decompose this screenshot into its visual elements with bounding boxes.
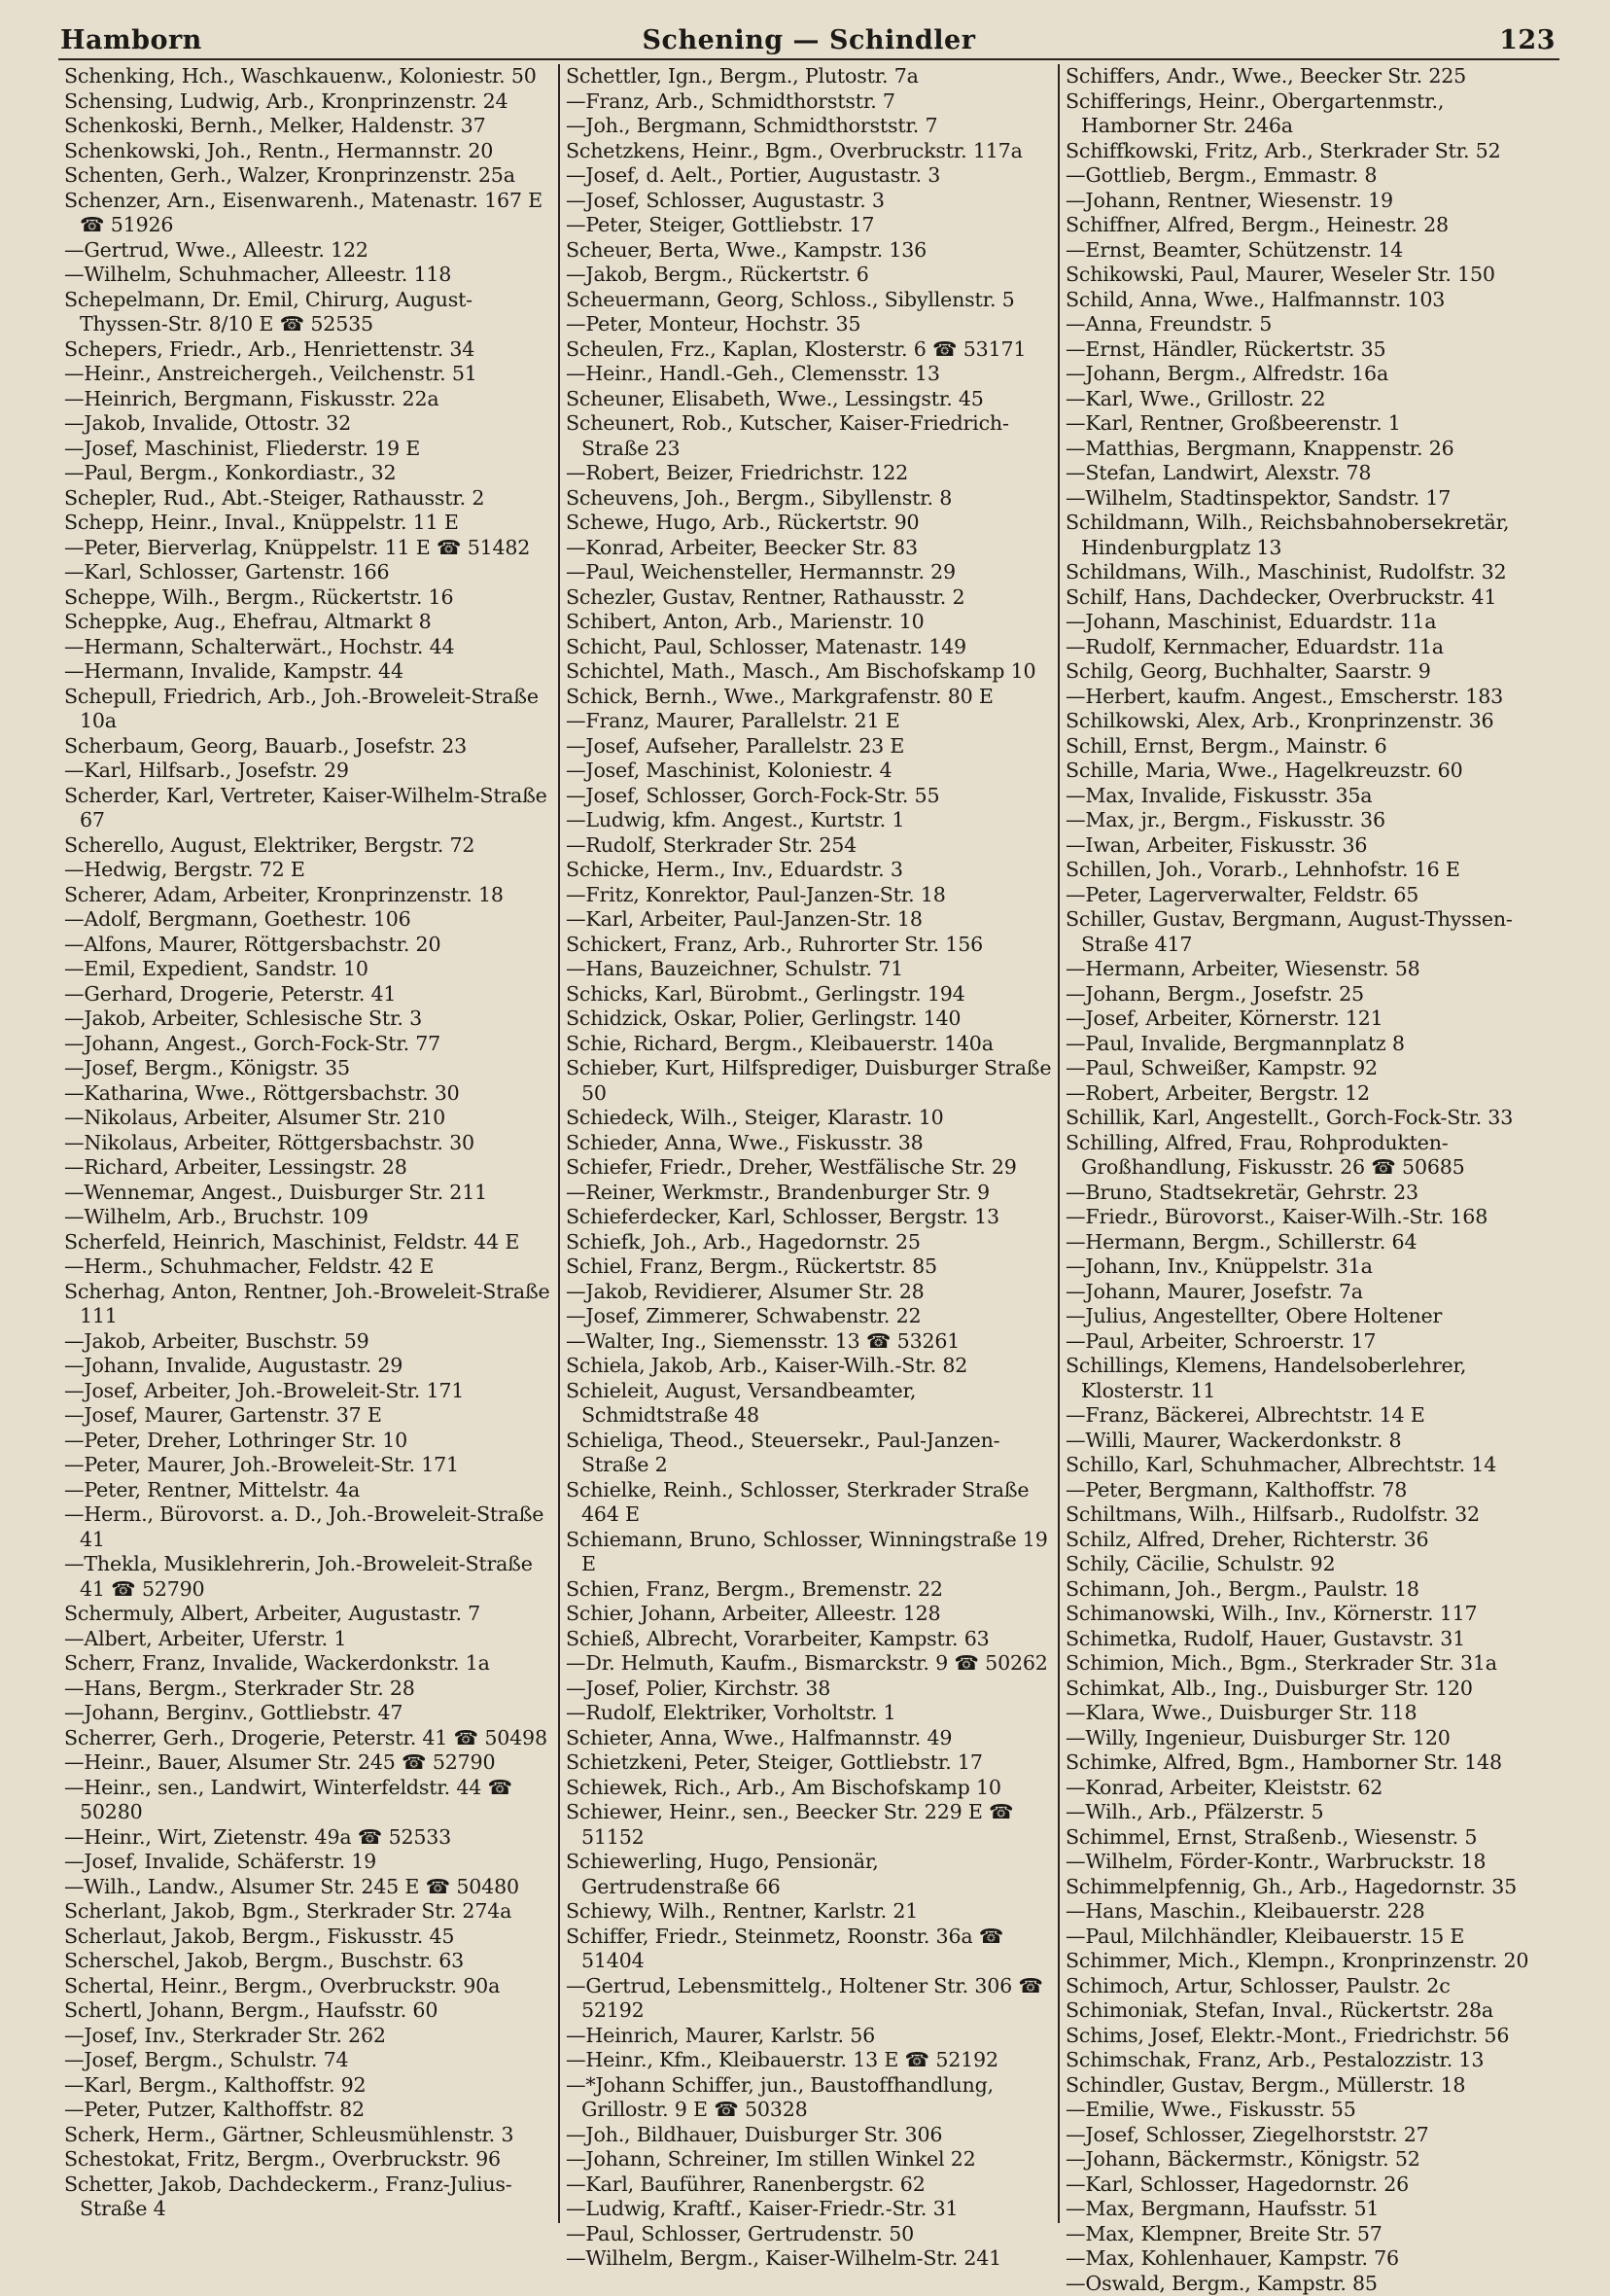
directory-entry: —Robert, Arbeiter, Bergstr. 12 <box>1066 1081 1552 1107</box>
directory-entry: Schiela, Jakob, Arb., Kaiser-Wilh.-Str. 82 <box>566 1354 1052 1379</box>
directory-entry: Schestokat, Fritz, Bergm., Overbruckstr. 96 <box>64 2147 552 2172</box>
directory-entry: Schiffner, Alfred, Bergm., Heinestr. 28 <box>1066 213 1552 238</box>
directory-entry: —Paul, Weichensteller, Hermannstr. 29 <box>566 560 1052 585</box>
directory-entry: —Herm., Schuhmacher, Feldstr. 42 E <box>64 1254 552 1280</box>
directory-entry: —Peter, Dreher, Lothringer Str. 10 <box>64 1429 552 1454</box>
directory-entry: —Konrad, Arbeiter, Beecker Str. 83 <box>566 536 1052 561</box>
directory-entry: Schillik, Karl, Angestellt., Gorch-Fock-Str. 33 <box>1066 1106 1552 1131</box>
directory-entry: —Nikolaus, Arbeiter, Alsumer Str. 210 <box>64 1106 552 1131</box>
directory-entry: Schilz, Alfred, Dreher, Richterstr. 36 <box>1066 1528 1552 1553</box>
directory-entry: —Johann, Maschinist, Eduardstr. 11a <box>1066 610 1552 635</box>
directory-entry: —Wilh., Arb., Pfälzerstr. 5 <box>1066 1800 1552 1825</box>
directory-entry: —Gertrud, Wwe., Alleestr. 122 <box>64 238 552 264</box>
directory-entry: Schimetka, Rudolf, Hauer, Gustavstr. 31 <box>1066 1627 1552 1652</box>
directory-entry: —Paul, Bergm., Konkordiastr., 32 <box>64 461 552 486</box>
directory-entry: —Hans, Bergm., Sterkrader Str. 28 <box>64 1677 552 1702</box>
directory-entry: —Franz, Arb., Schmidthorststr. 7 <box>566 89 1052 115</box>
directory-entry: Schepp, Heinr., Inval., Knüppelstr. 11 E <box>64 511 552 536</box>
entry-column-2 <box>558 64 1058 2223</box>
directory-entry: —Stefan, Landwirt, Alexstr. 78 <box>1066 461 1552 486</box>
directory-entry: —Jakob, Arbeiter, Schlesische Str. 3 <box>64 1007 552 1032</box>
directory-entry: —Peter, Lagerverwalter, Feldstr. 65 <box>1066 883 1552 908</box>
directory-entry: Schieferdecker, Karl, Schlosser, Bergstr. 13 <box>566 1205 1052 1230</box>
directory-entry: Schiewy, Wilh., Rentner, Karlstr. 21 <box>566 1899 1052 1925</box>
directory-entry: Schenten, Gerh., Walzer, Kronprinzenstr. 25a <box>64 163 552 189</box>
directory-entry: —Josef, Schlosser, Gorch-Fock-Str. 55 <box>566 784 1052 809</box>
directory-entry: —Heinr., sen., Landwirt, Winterfeldstr. 44 ☎ 50280 <box>64 1776 552 1825</box>
directory-entry: —Wilhelm, Stadtinspektor, Sandstr. 17 <box>1066 486 1552 512</box>
directory-entry: —Karl, Bergm., Kalthoffstr. 92 <box>64 2073 552 2099</box>
directory-entry: —Iwan, Arbeiter, Fiskusstr. 36 <box>1066 833 1552 859</box>
directory-entry: —Wilhelm, Förder-Kontr., Warbruckstr. 18 <box>1066 1850 1552 1875</box>
directory-entry: Schepelmann, Dr. Emil, Chirurg, August-Thyssen-Str. 8/10 E ☎ 52535 <box>64 288 552 337</box>
directory-entry: Schermuly, Albert, Arbeiter, Augustastr. 7 <box>64 1602 552 1627</box>
directory-entry: Schezler, Gustav, Rentner, Rathausstr. 2 <box>566 585 1052 611</box>
directory-entry: Schepers, Friedr., Arb., Henriettenstr. 34 <box>64 337 552 363</box>
directory-entry: Schimkat, Alb., Ing., Duisburger Str. 120 <box>1066 1677 1552 1702</box>
directory-entry: —Hermann, Bergm., Schillerstr. 64 <box>1066 1230 1552 1255</box>
directory-entry: Schichtel, Math., Masch., Am Bischofskamp 10 <box>566 659 1052 685</box>
directory-entry: —Heinr., Bauer, Alsumer Str. 245 ☎ 52790 <box>64 1750 552 1776</box>
directory-entry: —Fritz, Konrektor, Paul-Janzen-Str. 18 <box>566 883 1052 908</box>
directory-entry: Schily, Cäcilie, Schulstr. 92 <box>1066 1552 1552 1577</box>
directory-entry: —Rudolf, Kernmacher, Eduardstr. 11a <box>1066 635 1552 660</box>
directory-entry: —Wilhelm, Schuhmacher, Alleestr. 118 <box>64 263 552 288</box>
directory-entry: Scherello, August, Elektriker, Bergstr. 72 <box>64 833 552 859</box>
directory-entry: —Dr. Helmuth, Kaufm., Bismarckstr. 9 ☎ 50262 <box>566 1651 1052 1677</box>
directory-entry: Scherder, Karl, Vertreter, Kaiser-Wilhelm-Straße 67 <box>64 784 552 833</box>
directory-entry: —*Johann Schiffer, jun., Baustoffhandlung, Grillostr. 9 E ☎ 50328 <box>566 2073 1052 2123</box>
directory-entry: Scheuermann, Georg, Schloss., Sibyllenstr. 5 <box>566 288 1052 313</box>
directory-entry: —Nikolaus, Arbeiter, Röttgersbachstr. 30 <box>64 1131 552 1156</box>
directory-entry: Schikowski, Paul, Maurer, Weseler Str. 150 <box>1066 263 1552 288</box>
header-place: Hamborn <box>60 25 202 55</box>
directory-entry: Schertl, Johann, Bergm., Haufsstr. 60 <box>64 1998 552 2024</box>
directory-entry: —Paul, Arbeiter, Schroerstr. 17 <box>1066 1329 1552 1355</box>
directory-entry: Scherk, Herm., Gärtner, Schleusmühlenstr. 3 <box>64 2123 552 2148</box>
directory-entry: Scheppke, Aug., Ehefrau, Altmarkt 8 <box>64 610 552 635</box>
directory-entry: —Josef, Maschinist, Koloniestr. 4 <box>566 759 1052 784</box>
directory-entry: —Gottlieb, Bergm., Emmastr. 8 <box>1066 163 1552 189</box>
directory-entry: Schimmel, Ernst, Straßenb., Wiesenstr. 5 <box>1066 1825 1552 1851</box>
directory-entry: —Walter, Ing., Siemensstr. 13 ☎ 53261 <box>566 1329 1052 1355</box>
directory-entry: —Alfons, Maurer, Röttgersbachstr. 20 <box>64 933 552 958</box>
directory-entry: Scheunert, Rob., Kutscher, Kaiser-Friedrich-Straße 23 <box>566 411 1052 461</box>
directory-entry: —Ludwig, Kraftf., Kaiser-Friedr.-Str. 31 <box>566 2197 1052 2222</box>
directory-entry: —Karl, Wwe., Grillostr. 22 <box>1066 387 1552 412</box>
directory-entry: —Rudolf, Sterkrader Str. 254 <box>566 833 1052 859</box>
directory-entry: Schibert, Anton, Arb., Marienstr. 10 <box>566 610 1052 635</box>
entry-columns <box>58 64 1559 2223</box>
directory-entry: Schims, Josef, Elektr.-Mont., Friedrichstr. 56 <box>1066 2024 1552 2049</box>
directory-entry: Schertal, Heinr., Bergm., Overbruckstr. 90a <box>64 1974 552 1999</box>
directory-entry: Schimion, Mich., Bgm., Sterkrader Str. 31a <box>1066 1651 1552 1677</box>
directory-entry: —Max, Invalide, Fiskusstr. 35a <box>1066 784 1552 809</box>
directory-entry: —Karl, Schlosser, Gartenstr. 166 <box>64 560 552 585</box>
directory-entry: Schicke, Herm., Inv., Eduardstr. 3 <box>566 858 1052 883</box>
directory-entry: —Robert, Beizer, Friedrichstr. 122 <box>566 461 1052 486</box>
directory-entry: —Wilhelm, Bergm., Kaiser-Wilhelm-Str. 241 <box>566 2246 1052 2272</box>
directory-entry: Scheuner, Elisabeth, Wwe., Lessingstr. 45 <box>566 387 1052 412</box>
directory-entry: —Friedr., Bürovorst., Kaiser-Wilh.-Str. 168 <box>1066 1205 1552 1230</box>
directory-entry: Schicks, Karl, Bürobmt., Gerlingstr. 194 <box>566 982 1052 1007</box>
directory-entry: Schielke, Reinh., Schlosser, Sterkrader Straße 464 E <box>566 1478 1052 1528</box>
directory-entry: —Josef, Inv., Sterkrader Str. 262 <box>64 2024 552 2049</box>
directory-entry: Schiemann, Bruno, Schlosser, Winningstraße 19 E <box>566 1528 1052 1577</box>
directory-entry: Scherer, Adam, Arbeiter, Kronprinzenstr. 18 <box>64 883 552 908</box>
directory-entry: Schiewek, Rich., Arb., Am Bischofskamp 10 <box>566 1776 1052 1801</box>
directory-entry: —Peter, Bergmann, Kalthoffstr. 78 <box>1066 1478 1552 1503</box>
directory-entry: Schiffkowski, Fritz, Arb., Sterkrader Str. 52 <box>1066 139 1552 164</box>
directory-entry: Schiewer, Heinr., sen., Beecker Str. 229 E ☎ 51152 <box>566 1800 1052 1850</box>
directory-entry: Schier, Johann, Arbeiter, Alleestr. 128 <box>566 1602 1052 1627</box>
directory-entry: Schille, Maria, Wwe., Hagelkreuzstr. 60 <box>1066 759 1552 784</box>
directory-entry: Schien, Franz, Bergm., Bremenstr. 22 <box>566 1577 1052 1603</box>
directory-entry: —Bruno, Stadtsekretär, Gehrstr. 23 <box>1066 1181 1552 1206</box>
directory-entry: —Julius, Angestellter, Obere Holtener <box>1066 1304 1552 1329</box>
directory-entry: Schensing, Ludwig, Arb., Kronprinzenstr. 24 <box>64 89 552 115</box>
directory-entry: Schildmann, Wilh., Reichsbahnobersekretär, Hindenburgplatz 13 <box>1066 511 1552 560</box>
directory-entry: —Herm., Bürovorst. a. D., Joh.-Broweleit-Straße 41 <box>64 1502 552 1552</box>
directory-entry: Schicht, Paul, Schlosser, Matenastr. 149 <box>566 635 1052 660</box>
directory-entry: —Reiner, Werkmstr., Brandenburger Str. 9 <box>566 1181 1052 1206</box>
directory-entry: Schenkowski, Joh., Rentn., Hermannstr. 20 <box>64 139 552 164</box>
directory-entry: —Jakob, Invalide, Ottostr. 32 <box>64 411 552 437</box>
directory-entry: —Jakob, Bergm., Rückertstr. 6 <box>566 263 1052 288</box>
directory-entry: Schimoniak, Stefan, Inval., Rückertstr. 28a <box>1066 1998 1552 2024</box>
directory-entry: Schiel, Franz, Bergm., Rückertstr. 85 <box>566 1254 1052 1280</box>
page-number: 123 <box>1499 25 1556 55</box>
directory-entry: —Max, Klempner, Breite Str. 57 <box>1066 2222 1552 2247</box>
directory-entry: —Heinr., Anstreichergeh., Veilchenstr. 51 <box>64 362 552 387</box>
directory-entry: —Karl, Schlosser, Hagedornstr. 26 <box>1066 2172 1552 2198</box>
directory-entry: —Richard, Arbeiter, Lessingstr. 28 <box>64 1155 552 1181</box>
directory-entry: —Hedwig, Bergstr. 72 E <box>64 858 552 883</box>
directory-entry: —Peter, Monteur, Hochstr. 35 <box>566 312 1052 337</box>
directory-entry: —Franz, Maurer, Parallelstr. 21 E <box>566 709 1052 734</box>
directory-entry: Schickert, Franz, Arb., Ruhrorter Str. 156 <box>566 933 1052 958</box>
directory-entry: —Karl, Rentner, Großbeerenstr. 1 <box>1066 411 1552 437</box>
directory-entry: —Thekla, Musiklehrerin, Joh.-Broweleit-Straße 41 ☎ 52790 <box>64 1552 552 1602</box>
directory-entry: —Peter, Putzer, Kalthoffstr. 82 <box>64 2098 552 2123</box>
directory-entry: Scherbaum, Georg, Bauarb., Josefstr. 23 <box>64 734 552 759</box>
directory-entry: Schie, Richard, Bergm., Kleibauerstr. 140a <box>566 1032 1052 1057</box>
directory-entry: —Gertrud, Lebensmittelg., Holtener Str. 306 ☎ 52192 <box>566 1974 1052 2024</box>
directory-entry: —Johann, Maurer, Josefstr. 7a <box>1066 1280 1552 1305</box>
directory-entry: Schiltmans, Wilh., Hilfsarb., Rudolfstr. 32 <box>1066 1502 1552 1528</box>
directory-entry: —Josef, Zimmerer, Schwabenstr. 22 <box>566 1304 1052 1329</box>
directory-entry: Schiedeck, Wilh., Steiger, Klarastr. 10 <box>566 1106 1052 1131</box>
directory-entry: —Hans, Maschin., Kleibauerstr. 228 <box>1066 1899 1552 1925</box>
directory-entry: —Jakob, Revidierer, Alsumer Str. 28 <box>566 1280 1052 1305</box>
directory-entry: —Willi, Maurer, Wackerdonkstr. 8 <box>1066 1429 1552 1454</box>
directory-entry: —Johann, Bergm., Josefstr. 25 <box>1066 982 1552 1007</box>
directory-entry: —Johann, Berginv., Gottliebstr. 47 <box>64 1701 552 1726</box>
directory-entry: —Willy, Ingenieur, Duisburger Str. 120 <box>1066 1726 1552 1751</box>
directory-entry: —Karl, Bauführer, Ranenbergstr. 62 <box>566 2172 1052 2198</box>
entry-column-3 <box>1058 64 1558 2223</box>
directory-entry: —Hans, Bauzeichner, Schulstr. 71 <box>566 957 1052 982</box>
directory-entry: —Wilhelm, Arb., Bruchstr. 109 <box>64 1205 552 1230</box>
header-name-range: Schening — Schindler <box>58 25 1559 55</box>
directory-entry: Scheuer, Berta, Wwe., Kampstr. 136 <box>566 238 1052 264</box>
directory-entry: —Josef, Arbeiter, Körnerstr. 121 <box>1066 1007 1552 1032</box>
directory-entry: Schieleit, August, Versandbeamter, Schmidtstraße 48 <box>566 1379 1052 1429</box>
directory-entry: Schillings, Klemens, Handelsoberlehrer, Klosterstr. 11 <box>1066 1354 1552 1403</box>
directory-entry: —Wennemar, Angest., Duisburger Str. 211 <box>64 1181 552 1206</box>
entry-column-1 <box>58 64 558 2223</box>
directory-entry: —Hermann, Arbeiter, Wiesenstr. 58 <box>1066 957 1552 982</box>
directory-entry: —Paul, Schweißer, Kampstr. 92 <box>1066 1056 1552 1081</box>
directory-entry: —Paul, Milchhändler, Kleibauerstr. 15 E <box>1066 1925 1552 1950</box>
directory-entry: Schietzkeni, Peter, Steiger, Gottliebstr. 17 <box>566 1750 1052 1776</box>
directory-entry: —Ernst, Händler, Rückertstr. 35 <box>1066 337 1552 363</box>
directory-entry: —Hermann, Schalterwärt., Hochstr. 44 <box>64 635 552 660</box>
directory-entry: —Karl, Arbeiter, Paul-Janzen-Str. 18 <box>566 907 1052 933</box>
directory-entry: Schildmans, Wilh., Maschinist, Rudolfstr. 32 <box>1066 560 1552 585</box>
directory-entry: Schenzer, Arn., Eisenwarenh., Matenastr. 167 E ☎ 51926 <box>64 189 552 238</box>
directory-entry: —Franz, Bäckerei, Albrechtstr. 14 E <box>1066 1403 1552 1429</box>
directory-entry: —Josef, Bergm., Königstr. 35 <box>64 1056 552 1081</box>
directory-entry: Schidzick, Oskar, Polier, Gerlingstr. 140 <box>566 1007 1052 1032</box>
directory-entry: —Klara, Wwe., Duisburger Str. 118 <box>1066 1701 1552 1726</box>
directory-entry: Schewe, Hugo, Arb., Rückertstr. 90 <box>566 511 1052 536</box>
directory-entry: —Peter, Rentner, Mittelstr. 4a <box>64 1478 552 1503</box>
directory-entry: —Gerhard, Drogerie, Peterstr. 41 <box>64 982 552 1007</box>
directory-entry: —Joh., Bildhauer, Duisburger Str. 306 <box>566 2123 1052 2148</box>
directory-entry: —Johann, Invalide, Augustastr. 29 <box>64 1354 552 1379</box>
directory-entry: —Jakob, Arbeiter, Buschstr. 59 <box>64 1329 552 1355</box>
directory-entry: —Peter, Steiger, Gottliebstr. 17 <box>566 213 1052 238</box>
directory-entry: Schepler, Rud., Abt.-Steiger, Rathausstr. 2 <box>64 486 552 512</box>
directory-entry: Scheuvens, Joh., Bergm., Sibyllenstr. 8 <box>566 486 1052 512</box>
directory-entry: Scherlaut, Jakob, Bergm., Fiskusstr. 45 <box>64 1925 552 1950</box>
directory-entry: Schieter, Anna, Wwe., Halfmannstr. 49 <box>566 1726 1052 1751</box>
directory-entry: Schiefer, Friedr., Dreher, Westfälische Str. 29 <box>566 1155 1052 1181</box>
directory-entry: —Heinrich, Bergmann, Fiskusstr. 22a <box>64 387 552 412</box>
directory-entry: Schiller, Gustav, Bergmann, August-Thyssen-Straße 417 <box>1066 907 1552 957</box>
directory-entry: Schimoch, Artur, Schlosser, Paulstr. 2c <box>1066 1974 1552 1999</box>
directory-entry: —Rudolf, Elektriker, Vorholtstr. 1 <box>566 1701 1052 1726</box>
directory-entry: —Joh., Bergmann, Schmidthorststr. 7 <box>566 114 1052 139</box>
directory-entry: —Paul, Schlosser, Gertrudenstr. 50 <box>566 2222 1052 2247</box>
directory-entry: Scherrer, Gerh., Drogerie, Peterstr. 41 ☎ 50498 <box>64 1726 552 1751</box>
directory-entry: —Ernst, Beamter, Schützenstr. 14 <box>1066 238 1552 264</box>
directory-entry: —Konrad, Arbeiter, Kleiststr. 62 <box>1066 1776 1552 1801</box>
directory-entry: Scheulen, Frz., Kaplan, Klosterstr. 6 ☎ 53171 <box>566 337 1052 363</box>
directory-entry: Schilling, Alfred, Frau, Rohprodukten-Großhandlung, Fiskusstr. 26 ☎ 50685 <box>1066 1131 1552 1181</box>
directory-entry: —Max, Bergmann, Haufsstr. 51 <box>1066 2197 1552 2222</box>
directory-entry: Schilkowski, Alex, Arb., Kronprinzenstr. 36 <box>1066 709 1552 734</box>
directory-entry: —Karl, Hilfsarb., Josefstr. 29 <box>64 759 552 784</box>
directory-entry: —Josef, Schlosser, Ziegelhorststr. 27 <box>1066 2123 1552 2148</box>
directory-entry: Schieder, Anna, Wwe., Fiskusstr. 38 <box>566 1131 1052 1156</box>
directory-entry: Schettler, Ign., Bergm., Plutostr. 7a <box>566 64 1052 89</box>
directory-entry: Schilf, Hans, Dachdecker, Overbruckstr. 41 <box>1066 585 1552 611</box>
directory-entry: —Heinr., Handl.-Geh., Clemensstr. 13 <box>566 362 1052 387</box>
directory-entry: —Johann, Inv., Knüppelstr. 31a <box>1066 1254 1552 1280</box>
directory-entry: —Josef, Maschinist, Fliederstr. 19 E <box>64 437 552 462</box>
directory-entry: Schifferings, Heinr., Obergartenmstr., Hamborner Str. 246a <box>1066 89 1552 139</box>
directory-entry: —Peter, Bierverlag, Knüppelstr. 11 E ☎ 51482 <box>64 536 552 561</box>
directory-entry: Schild, Anna, Wwe., Halfmannstr. 103 <box>1066 288 1552 313</box>
directory-entry: Schiewerling, Hugo, Pensionär, Gertrudenstraße 66 <box>566 1850 1052 1899</box>
directory-entry: —Adolf, Bergmann, Goethestr. 106 <box>64 907 552 933</box>
directory-entry: —Matthias, Bergmann, Knappenstr. 26 <box>1066 437 1552 462</box>
directory-entry: —Peter, Maurer, Joh.-Broweleit-Str. 171 <box>64 1453 552 1478</box>
page-header <box>58 21 1559 60</box>
directory-entry: —Albert, Arbeiter, Uferstr. 1 <box>64 1627 552 1652</box>
directory-entry: Schetzkens, Heinr., Bgm., Overbruckstr. 117a <box>566 139 1052 164</box>
directory-entry: Schiefk, Joh., Arb., Hagedornstr. 25 <box>566 1230 1052 1255</box>
directory-entry: —Josef, Invalide, Schäferstr. 19 <box>64 1850 552 1875</box>
directory-entry: —Josef, Polier, Kirchstr. 38 <box>566 1677 1052 1702</box>
directory-entry: —Johann, Bäckermstr., Königstr. 52 <box>1066 2147 1552 2172</box>
directory-entry: Schimke, Alfred, Bgm., Hamborner Str. 148 <box>1066 1750 1552 1776</box>
directory-entry: —Josef, Bergm., Schulstr. 74 <box>64 2048 552 2073</box>
directory-entry: Schill, Ernst, Bergm., Mainstr. 6 <box>1066 734 1552 759</box>
directory-entry: —Johann, Bergm., Alfredstr. 16a <box>1066 362 1552 387</box>
directory-entry: —Josef, Aufseher, Parallelstr. 23 E <box>566 734 1052 759</box>
directory-entry: Schimmelpfennig, Gh., Arb., Hagedornstr. 35 <box>1066 1875 1552 1900</box>
directory-entry: Schilg, Georg, Buchhalter, Saarstr. 9 <box>1066 659 1552 685</box>
directory-entry: Schimanowski, Wilh., Inv., Körnerstr. 117 <box>1066 1602 1552 1627</box>
directory-entry: Scherlant, Jakob, Bgm., Sterkrader Str. 274a <box>64 1899 552 1925</box>
directory-entry: —Emilie, Wwe., Fiskusstr. 55 <box>1066 2098 1552 2123</box>
directory-entry: Schiffers, Andr., Wwe., Beecker Str. 225 <box>1066 64 1552 89</box>
directory-entry: —Herbert, kaufm. Angest., Emscherstr. 183 <box>1066 685 1552 710</box>
directory-entry: Schetter, Jakob, Dachdeckerm., Franz-Julius-Straße 4 <box>64 2172 552 2222</box>
directory-entry: —Paul, Invalide, Bergmannplatz 8 <box>1066 1032 1552 1057</box>
directory-entry: —Hermann, Invalide, Kampstr. 44 <box>64 659 552 685</box>
directory-entry: Schimann, Joh., Bergm., Paulstr. 18 <box>1066 1577 1552 1603</box>
directory-entry: —Josef, Arbeiter, Joh.-Broweleit-Str. 171 <box>64 1379 552 1404</box>
directory-entry: Schiffer, Friedr., Steinmetz, Roonstr. 36a ☎ 51404 <box>566 1925 1052 1974</box>
directory-entry: Scherfeld, Heinrich, Maschinist, Feldstr. 44 E <box>64 1230 552 1255</box>
directory-entry: Schenkoski, Bernh., Melker, Haldenstr. 37 <box>64 114 552 139</box>
directory-entry: Schillo, Karl, Schuhmacher, Albrechtstr. 14 <box>1066 1453 1552 1478</box>
directory-entry: Schindler, Gustav, Bergm., Müllerstr. 18 <box>1066 2073 1552 2099</box>
directory-entry: —Johann, Schreiner, Im stillen Winkel 22 <box>566 2147 1052 2172</box>
directory-entry: Schillen, Joh., Vorarb., Lehnhofstr. 16 E <box>1066 858 1552 883</box>
directory-entry: —Josef, Maurer, Gartenstr. 37 E <box>64 1403 552 1429</box>
directory-entry: —Heinrich, Maurer, Karlstr. 56 <box>566 2024 1052 2049</box>
directory-entry: —Johann, Angest., Gorch-Fock-Str. 77 <box>64 1032 552 1057</box>
directory-entry: —Josef, d. Aelt., Portier, Augustastr. 3 <box>566 163 1052 189</box>
directory-entry: Scherr, Franz, Invalide, Wackerdonkstr. 1a <box>64 1651 552 1677</box>
directory-entry: Scheppe, Wilh., Bergm., Rückertstr. 16 <box>64 585 552 611</box>
directory-entry: —Johann, Rentner, Wiesenstr. 19 <box>1066 189 1552 214</box>
directory-entry: Schieß, Albrecht, Vorarbeiter, Kampstr. 63 <box>566 1627 1052 1652</box>
directory-entry: —Emil, Expedient, Sandstr. 10 <box>64 957 552 982</box>
directory-entry: —Anna, Freundstr. 5 <box>1066 312 1552 337</box>
directory-entry: Scherschel, Jakob, Bergm., Buschstr. 63 <box>64 1949 552 1974</box>
directory-entry: Schenking, Hch., Waschkauenw., Koloniestr. 50 <box>64 64 552 89</box>
directory-entry: —Heinr., Kfm., Kleibauerstr. 13 E ☎ 52192 <box>566 2048 1052 2073</box>
directory-entry: Schimschak, Franz, Arb., Pestalozzistr. 13 <box>1066 2048 1552 2073</box>
directory-entry: —Max, Kohlenhauer, Kampstr. 76 <box>1066 2246 1552 2272</box>
directory-entry: Schick, Bernh., Wwe., Markgrafenstr. 80 E <box>566 685 1052 710</box>
directory-entry: Schepull, Friedrich, Arb., Joh.-Broweleit-Straße 10a <box>64 685 552 734</box>
directory-entry: Schimmer, Mich., Klempn., Kronprinzenstr. 20 <box>1066 1949 1552 1974</box>
directory-entry: —Oswald, Bergm., Kampstr. 85 <box>1066 2272 1552 2296</box>
directory-entry: Schieliga, Theod., Steuersekr., Paul-Janzen-Straße 2 <box>566 1429 1052 1478</box>
directory-entry: —Katharina, Wwe., Röttgersbachstr. 30 <box>64 1081 552 1107</box>
directory-entry: Schieber, Kurt, Hilfsprediger, Duisburger Straße 50 <box>566 1056 1052 1106</box>
directory-entry: —Josef, Schlosser, Augustastr. 3 <box>566 189 1052 214</box>
directory-entry: —Ludwig, kfm. Angest., Kurtstr. 1 <box>566 808 1052 833</box>
directory-entry: —Heinr., Wirt, Zietenstr. 49a ☎ 52533 <box>64 1825 552 1851</box>
directory-entry: —Max, jr., Bergm., Fiskusstr. 36 <box>1066 808 1552 833</box>
directory-entry: Scherhag, Anton, Rentner, Joh.-Broweleit-Straße 111 <box>64 1280 552 1329</box>
directory-entry: —Wilh., Landw., Alsumer Str. 245 E ☎ 50480 <box>64 1875 552 1900</box>
